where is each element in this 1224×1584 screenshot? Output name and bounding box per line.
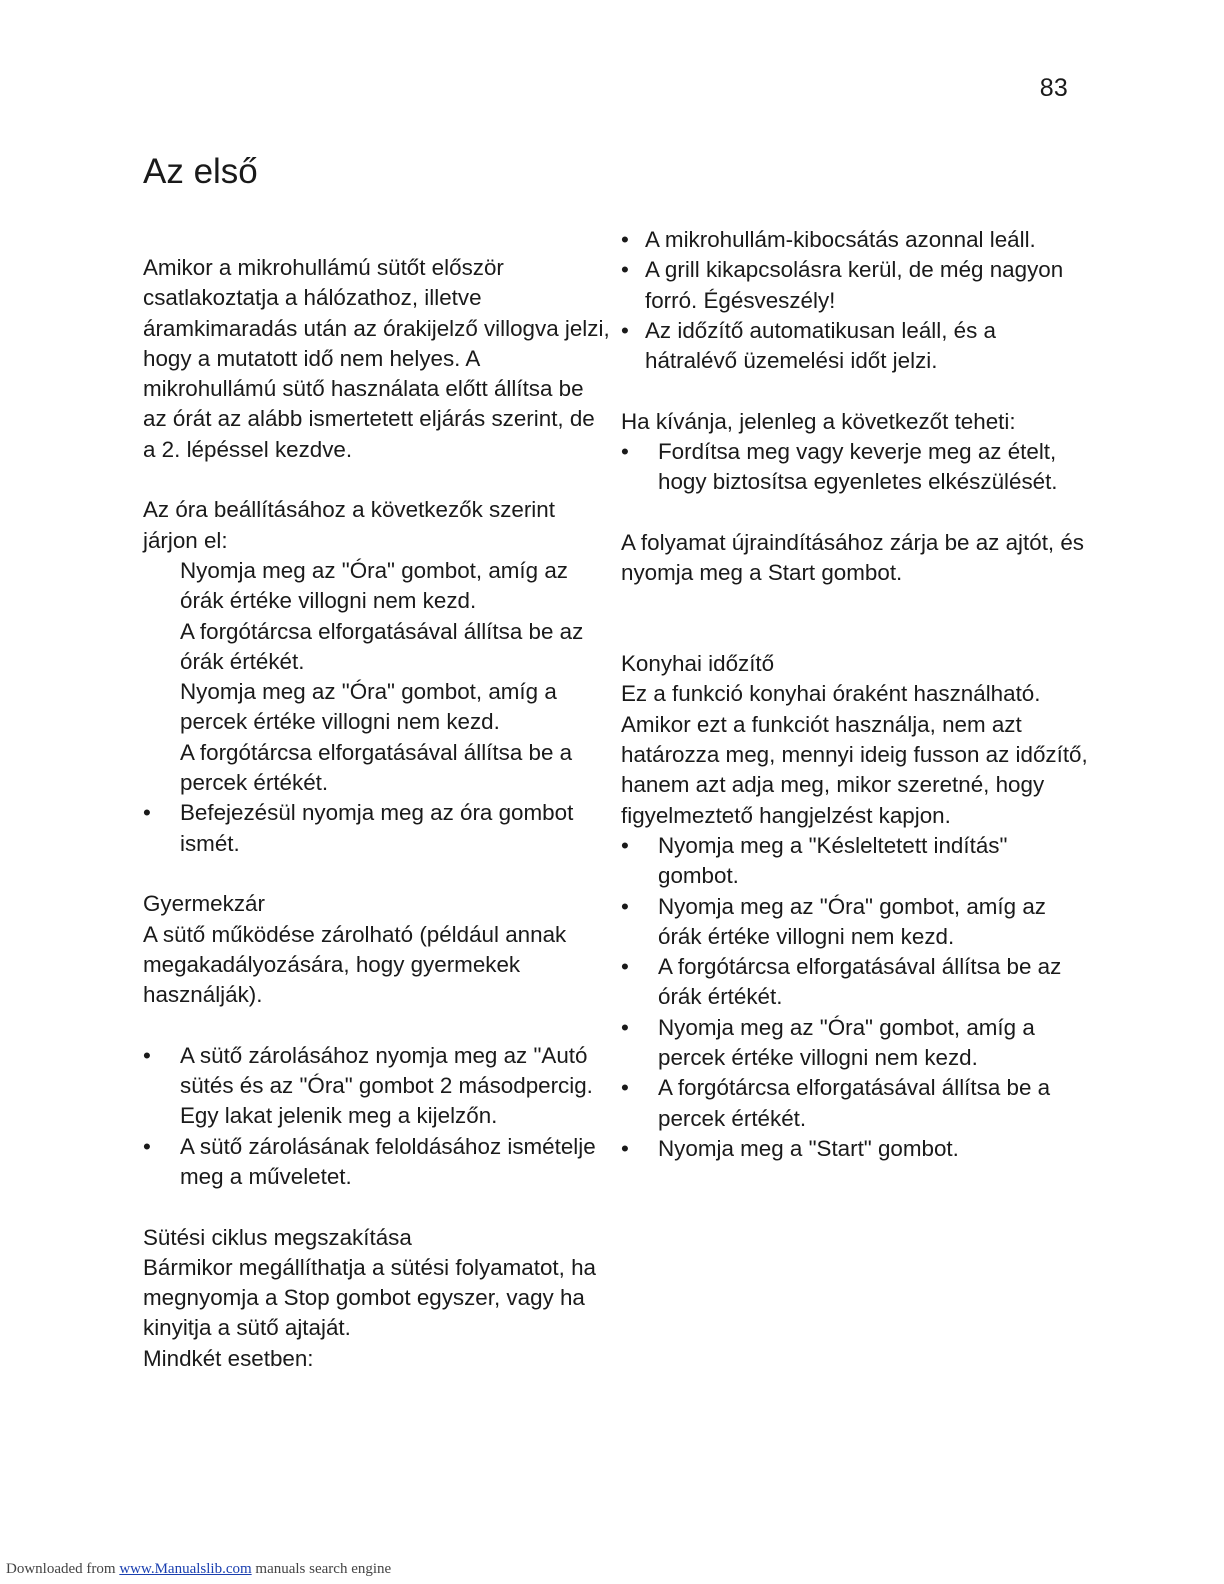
footer-suffix: manuals search engine	[251, 1561, 392, 1577]
bullet-icon: •	[621, 257, 629, 283]
page-title: Az első	[143, 152, 258, 191]
childlock-paragraph: A sütő működése zárolható (például annak megakadályozására, hogy gyermekek használják).	[143, 921, 567, 1008]
bullet-icon: •	[143, 1133, 151, 1159]
list-item	[143, 1041, 613, 1132]
timer-list	[621, 831, 1091, 1164]
timer-bullet: A forgótárcsa elforgatásával állítsa be az órák értékét.	[658, 954, 1062, 1010]
childlock-bullet: A sütő zárolásának feloldásához ismételje meg a műveletet.	[180, 1133, 596, 1189]
intro-paragraph: Amikor a mikrohullámú sütőt először csatlakoztatja a hálózathoz, illetve áramkimaradás után az órakijelző villogva jelzi, hogy a mutatott idő nem helyes. A mikrohullámú sütő használata előtt állítsa be az órát az alább ismertetett eljárás szerint, de a 2. lépéssel kezdve.	[143, 255, 610, 462]
bullet-icon: •	[621, 1135, 629, 1161]
list-item	[621, 1073, 1091, 1134]
list-item	[621, 255, 1091, 316]
bullet-icon: •	[143, 1042, 151, 1068]
list-item	[621, 1134, 1091, 1164]
list-item	[621, 316, 1091, 377]
timer-bullet: Nyomja meg az "Óra" gombot, amíg a percek értéke villogni nem kezd.	[658, 1014, 1035, 1071]
page-number: 83	[1039, 74, 1068, 102]
list-item	[621, 952, 1091, 1013]
interrupt-effect: A grill kikapcsolásra kerül, de még nagyon forró. Égésveszély!	[645, 257, 1064, 313]
list-item	[621, 892, 1091, 953]
bullet-icon: •	[621, 893, 629, 919]
options-list	[621, 437, 1091, 498]
list-item	[621, 1013, 1091, 1074]
clock-step: A forgótárcsa elforgatásával állítsa be az órák értékét.	[180, 618, 584, 674]
timer-bullet: Nyomja meg a "Késleltetett indítás" gombot.	[658, 832, 1008, 889]
clock-step: A forgótárcsa elforgatásával állítsa be a percek értékét.	[180, 739, 573, 796]
interrupt-effect: Az időzítő automatikusan leáll, és a hátralévő üzemelési időt jelzi.	[645, 317, 996, 374]
bullet-icon: •	[621, 227, 629, 252]
bullet-icon: •	[621, 317, 629, 343]
interrupt-both-cases: Mindkét esetben:	[143, 1345, 314, 1371]
bullet-icon: •	[621, 439, 629, 465]
left-column	[143, 253, 613, 1374]
timer-bullet: A forgótárcsa elforgatásával állítsa be a percek értékét.	[658, 1075, 1051, 1131]
timer-bullet: Nyomja meg a "Start" gombot.	[658, 1135, 959, 1161]
interrupt-effect: A mikrohullám-kibocsátás azonnal leáll.	[645, 227, 1036, 252]
restart-paragraph: A folyamat újraindításához zárja be az ajtót, és nyomja meg a Start gombot.	[621, 529, 1084, 586]
clock-final-step: Befejezésül nyomja meg az óra gombot ismét.	[180, 800, 574, 856]
list-item	[621, 225, 1091, 255]
options-intro: Ha kívánja, jelenleg a következőt teheti:	[621, 408, 1016, 434]
clock-final-list	[143, 798, 613, 859]
right-column	[621, 225, 1091, 1164]
childlock-bullet: A sütő zárolásához nyomja meg az "Autó sütés és az "Óra" gombot 2 másodpercig. Egy lakat jelenik meg a kijelzőn.	[180, 1042, 593, 1129]
clock-step: Nyomja meg az "Óra" gombot, amíg a percek értéke villogni nem kezd.	[180, 679, 557, 735]
list-item	[621, 831, 1091, 892]
clock-steps-list	[143, 556, 613, 798]
list-item	[143, 1132, 613, 1193]
list-item	[621, 437, 1091, 498]
bullet-icon: •	[621, 1075, 629, 1101]
clock-step: Nyomja meg az "Óra" gombot, amíg az órák értéke villogni nem kezd.	[180, 557, 568, 614]
childlock-heading: Gyermekzár	[143, 891, 265, 917]
interrupt-paragraph: Bármikor megállíthatja a sütési folyamatot, ha megnyomja a Stop gombot egyszer, vagy ha kinyitja a sütő ajtaját.	[143, 1254, 596, 1341]
childlock-list	[143, 1041, 613, 1192]
footer	[6, 1561, 391, 1578]
interrupt-effects-list	[621, 225, 1091, 376]
options-bullet: Fordítsa meg vagy keverje meg az ételt, hogy biztosítsa egyenletes elkészülését.	[658, 439, 1058, 495]
bullet-icon: •	[621, 832, 629, 858]
timer-heading: Konyhai időzítő	[621, 651, 775, 677]
manualslib-link[interactable]: www.Manualslib.com	[119, 1561, 252, 1577]
interrupt-heading: Sütési ciklus megszakítása	[143, 1224, 412, 1250]
timer-paragraph: Ez a funkció konyhai óraként használható. Amikor ezt a funkciót használja, nem azt határozza meg, mennyi ideig fusson az időzítő, hanem azt adja meg, mikor szeretné, hogy figyelmeztető hangjelzést kapjon.	[621, 681, 1088, 828]
clock-intro: Az óra beállításához a következők szerint járjon el:	[143, 497, 555, 553]
bullet-icon: •	[143, 800, 151, 826]
list-item	[143, 798, 613, 859]
bullet-icon: •	[621, 1014, 629, 1040]
timer-bullet: Nyomja meg az "Óra" gombot, amíg az órák értéke villogni nem kezd.	[658, 893, 1046, 949]
bullet-icon: •	[621, 954, 629, 980]
footer-prefix: Downloaded from	[6, 1561, 120, 1577]
